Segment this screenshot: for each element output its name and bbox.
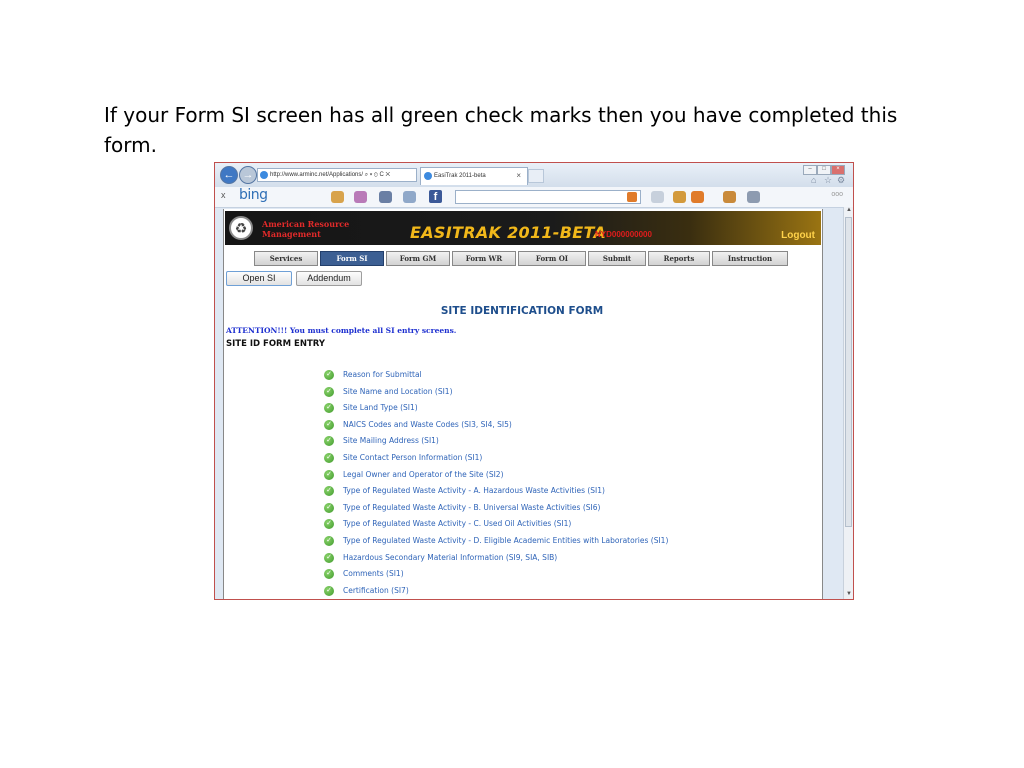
checklist-link[interactable]: Type of Regulated Waste Activity - A. Hazardous Waste Activities (SI1) <box>343 486 605 496</box>
menu-services[interactable]: Services <box>254 251 318 266</box>
green-check-icon: ✓ <box>324 536 334 546</box>
minimize-icon[interactable]: – <box>803 165 817 175</box>
form-title: SITE IDENTIFICATION FORM <box>440 305 604 317</box>
recycle-logo-icon: ♻ <box>229 216 253 240</box>
page-icon <box>260 171 268 179</box>
home-icon[interactable]: ⌂ <box>811 175 817 185</box>
menu-form-si[interactable]: Form SI <box>320 251 384 266</box>
back-arrow-icon[interactable]: ← <box>220 166 238 184</box>
tab-page-icon <box>424 172 432 180</box>
green-check-icon: ✓ <box>324 486 334 496</box>
attention-message: ATTENTION!!! You must complete all SI entry screens. <box>226 326 457 335</box>
checklist-link[interactable]: Hazardous Secondary Material Information (SI9, SIA, SIB) <box>343 552 558 562</box>
app-header <box>225 211 821 245</box>
checklist-link[interactable]: Type of Regulated Waste Activity - C. Used Oil Activities (SI1) <box>343 519 572 529</box>
checklist-link[interactable]: Reason for Submittal <box>343 370 422 379</box>
toolbar-addon-icon[interactable] <box>691 191 704 203</box>
toolbar-addon-icon[interactable] <box>673 191 686 203</box>
addendum-button[interactable]: Addendum <box>296 271 362 286</box>
logout-link[interactable]: Logout <box>781 230 815 241</box>
green-check-icon: ✓ <box>324 519 334 529</box>
address-url: http://www.arminc.net/Applications/ ⌕ ▾ ⊙ C ✕ <box>270 172 391 178</box>
green-check-icon: ✓ <box>324 453 334 463</box>
main-menu <box>254 251 792 266</box>
browser-window <box>214 162 854 600</box>
menu-instruction[interactable]: Instruction <box>712 251 788 266</box>
entry-heading: SITE ID FORM ENTRY <box>226 339 325 349</box>
browser-titlebar <box>215 163 853 187</box>
bing-toolbar <box>215 187 853 208</box>
checklist-link[interactable]: Type of Regulated Waste Activity - B. Universal Waste Activities (SI6) <box>343 502 601 512</box>
toolbar-addon-icon[interactable] <box>379 191 392 203</box>
scroll-up-icon[interactable]: ▲ <box>846 207 852 213</box>
address-bar[interactable] <box>257 168 417 182</box>
green-check-icon: ✓ <box>324 403 334 413</box>
open-si-button[interactable]: Open SI <box>226 271 292 286</box>
toolbar-search-input[interactable] <box>455 190 641 204</box>
green-check-icon: ✓ <box>324 553 334 563</box>
toolbar-addon-icon[interactable] <box>354 191 367 203</box>
tab-title: EasiTrak 2011-beta <box>434 173 486 179</box>
toolbar-addon-icon[interactable] <box>331 191 344 203</box>
checklist-link[interactable]: Site Mailing Address (SI1) <box>343 436 439 446</box>
browser-tab[interactable] <box>420 167 528 185</box>
scroll-thumb[interactable] <box>845 217 852 527</box>
green-check-icon: ✓ <box>324 569 334 579</box>
checklist-link[interactable]: Site Name and Location (SI1) <box>343 386 453 396</box>
menu-form-gm[interactable]: Form GM <box>386 251 450 266</box>
slide-caption: If your Form SI screen has all green check marks then you have completed this form. <box>104 103 898 157</box>
green-check-icon: ✓ <box>324 387 334 397</box>
checklist-link[interactable]: Comments (SI1) <box>343 569 404 579</box>
forward-arrow-icon[interactable]: → <box>239 166 257 184</box>
checklist-link[interactable]: Certification (SI7) <box>343 585 409 595</box>
org-name: American Resource Management <box>262 219 350 239</box>
new-tab-button[interactable] <box>528 169 544 183</box>
green-check-icon: ✓ <box>324 586 334 596</box>
settings-gear-icon[interactable]: ⚙ <box>837 175 846 185</box>
toolbar-addon-icon[interactable] <box>747 191 760 203</box>
menu-form-oi[interactable]: Form OI <box>518 251 586 266</box>
toolbar-addon-icon[interactable] <box>723 191 736 203</box>
site-id: NYD000000000 <box>595 230 652 239</box>
green-check-icon: ✓ <box>324 470 334 480</box>
tab-close-icon[interactable]: × <box>516 171 521 180</box>
checklist-link[interactable]: Site Land Type (SI1) <box>343 403 418 413</box>
checklist-link[interactable]: Legal Owner and Operator of the Site (SI2) <box>343 469 504 479</box>
facebook-icon[interactable]: f <box>429 190 442 203</box>
maximize-icon[interactable]: □ <box>817 165 831 175</box>
scroll-down-icon[interactable]: ▼ <box>846 591 852 597</box>
menu-reports[interactable]: Reports <box>648 251 710 266</box>
toolbar-close-icon[interactable]: x <box>221 190 226 200</box>
checklist-link[interactable]: Type of Regulated Waste Activity - D. Eligible Academic Entities with Laboratories (SI1) <box>343 536 669 545</box>
menu-form-wr[interactable]: Form WR <box>452 251 516 266</box>
green-check-icon: ✓ <box>324 370 334 380</box>
toolbar-overflow[interactable]: ooo <box>831 191 843 198</box>
like-icon[interactable] <box>651 191 664 203</box>
menu-submit[interactable]: Submit <box>588 251 646 266</box>
close-window-icon[interactable]: × <box>831 165 845 175</box>
bing-logo: bing <box>239 187 268 203</box>
favorites-star-icon[interactable]: ☆ <box>824 175 833 185</box>
vertical-scrollbar[interactable] <box>843 207 854 599</box>
green-check-icon: ✓ <box>324 420 334 430</box>
green-check-icon: ✓ <box>324 503 334 513</box>
green-check-icon: ✓ <box>324 436 334 446</box>
toolbar-addon-icon[interactable] <box>403 191 416 203</box>
toolbar-search-icon[interactable] <box>627 192 637 202</box>
checklist-link[interactable]: Site Contact Person Information (SI1) <box>343 453 483 462</box>
checklist-link[interactable]: NAICS Codes and Waste Codes (SI3, SI4, SI5) <box>343 419 512 429</box>
app-title: EASITRAK 2011-BETA <box>410 223 607 242</box>
page-content <box>223 209 823 600</box>
